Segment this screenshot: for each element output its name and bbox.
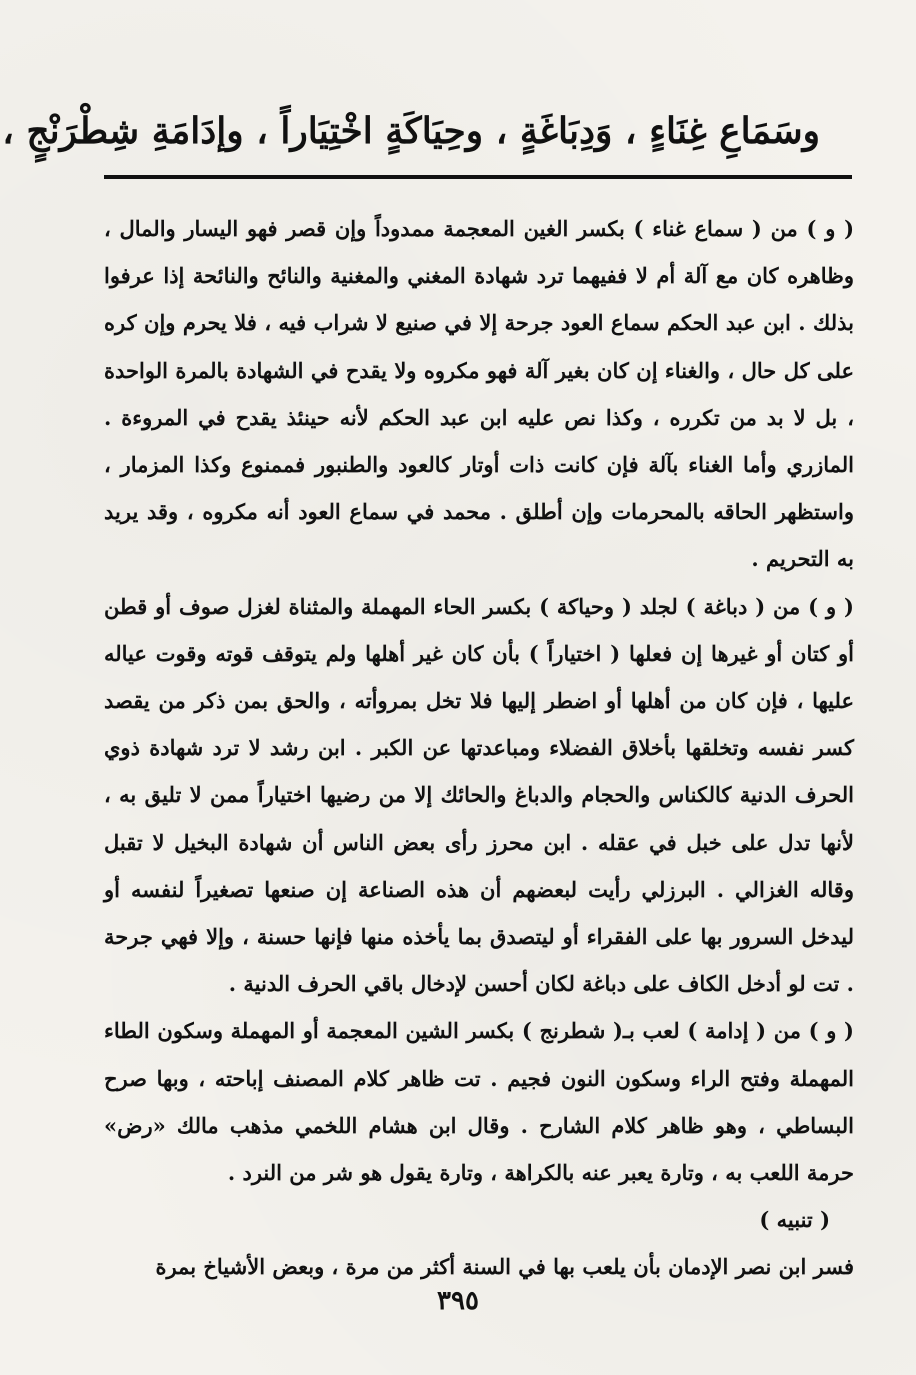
body-text xyxy=(104,205,854,1291)
note-text: فسر ابن نصر الإدمان بأن يلعب بها في السنة أكثر من مرة ، وبعض الأشياخ بمرة xyxy=(155,1254,854,1280)
note-heading: ( تنبيه ) xyxy=(759,1207,830,1233)
header-rule xyxy=(104,175,852,179)
paragraph-singing: ( و ) من ( سماع غناء ) بكسر الغين المعجمة ممدوداً وإن قصر فهو اليسار والمال ، وظاهره كان مع آلة أم لا ففيهما ترد شهادة المغني والمغنية والنائح والنائحة إذا عرفوا بذلك . ابن عبد الحكم سماع العود جرحة إلا في صنيع لا شراب فيه ، فلا يحرم وإن كره على كل حال ، والغناء إن كان بغير آلة فهو مكروه ولا يقدح في الشهادة بالمرة الواحدة ، بل لا بد من تكرره ، وكذا نص عليه ابن عبد الحكم لأنه حينئذ يقدح في المروءة . المازري وأما الغناء بآلة فإن كانت ذات أوتار كالعود والطنبور فممنوع وكذا المزمار ، واستظهر الحاقه بالمحرمات وإن أطلق . محمد في سماع العود أنه مكروه ، وقد يريد به التحريم . xyxy=(104,216,854,572)
paragraph-tanning-weaving: ( و ) من ( دباغة ) لجلد ( وحياكة ) بكسر الحاء المهملة والمثناة لغزل صوف أو قطن أو كتان أو غيرها إن فعلها ( اختياراً ) بأن كان غير أهلها ولم يتوقف قوته وقوت عياله عليها ، فإن كان من أهلها أو اضطر إليها فلا تخل بمروأته ، والحق بمن ذكر من يقصد كسر نفسه وتخلقها بأخلاق الفضلاء ومباعدتها عن الكبر . ابن رشد لا ترد شهادة ذوي الحرف الدنية كالكناس والحجام والدباغ والحائك إلا من رضيها اختياراً ممن لا تليق به ، لأنها تدل على خبل في عقله . ابن محرز رأى بعض الناس أن شهادة البخيل لا تقبل وقاله الغزالي . البرزلي رأيت لبعضهم أن هذه الصناعة إن صنعها تصغيراً لنفسه أو ليدخل السرور بها على الفقراء أو ليتصدق بما يأخذه منها فإنها حسنة ، وإلا فهي جرحة . تت لو أدخل الكاف على دباغة لكان أحسن لإدخال باقي الحرف الدنية . xyxy=(104,593,854,997)
section-header: وسَمَاعِ غِنَاءٍ ، وَدِبَاغَةٍ ، وحِيَاكَةٍ اخْتِيَاراً ، وإدَامَةِ شِطْرَنْجٍ ، xyxy=(2,110,820,152)
paragraph-chess: ( و ) من ( إدامة ) لعب بـ( شطرنج ) بكسر الشين المعجمة أو المهملة وسكون الطاء المهملة وفتح الراء وسكون النون فجيم . تت ظاهر كلام المصنف إباحته ، وبها صرح البساطي ، وهو ظاهر كلام الشارح . وقال ابن هشام اللخمي مذهب مالك «رض» حرمة اللعب به ، وتارة يعبر عنه بالكراهة ، وتارة يقول هو شر من النرد . xyxy=(104,1018,854,1186)
page-number: ٣٩٥ xyxy=(437,1286,479,1316)
